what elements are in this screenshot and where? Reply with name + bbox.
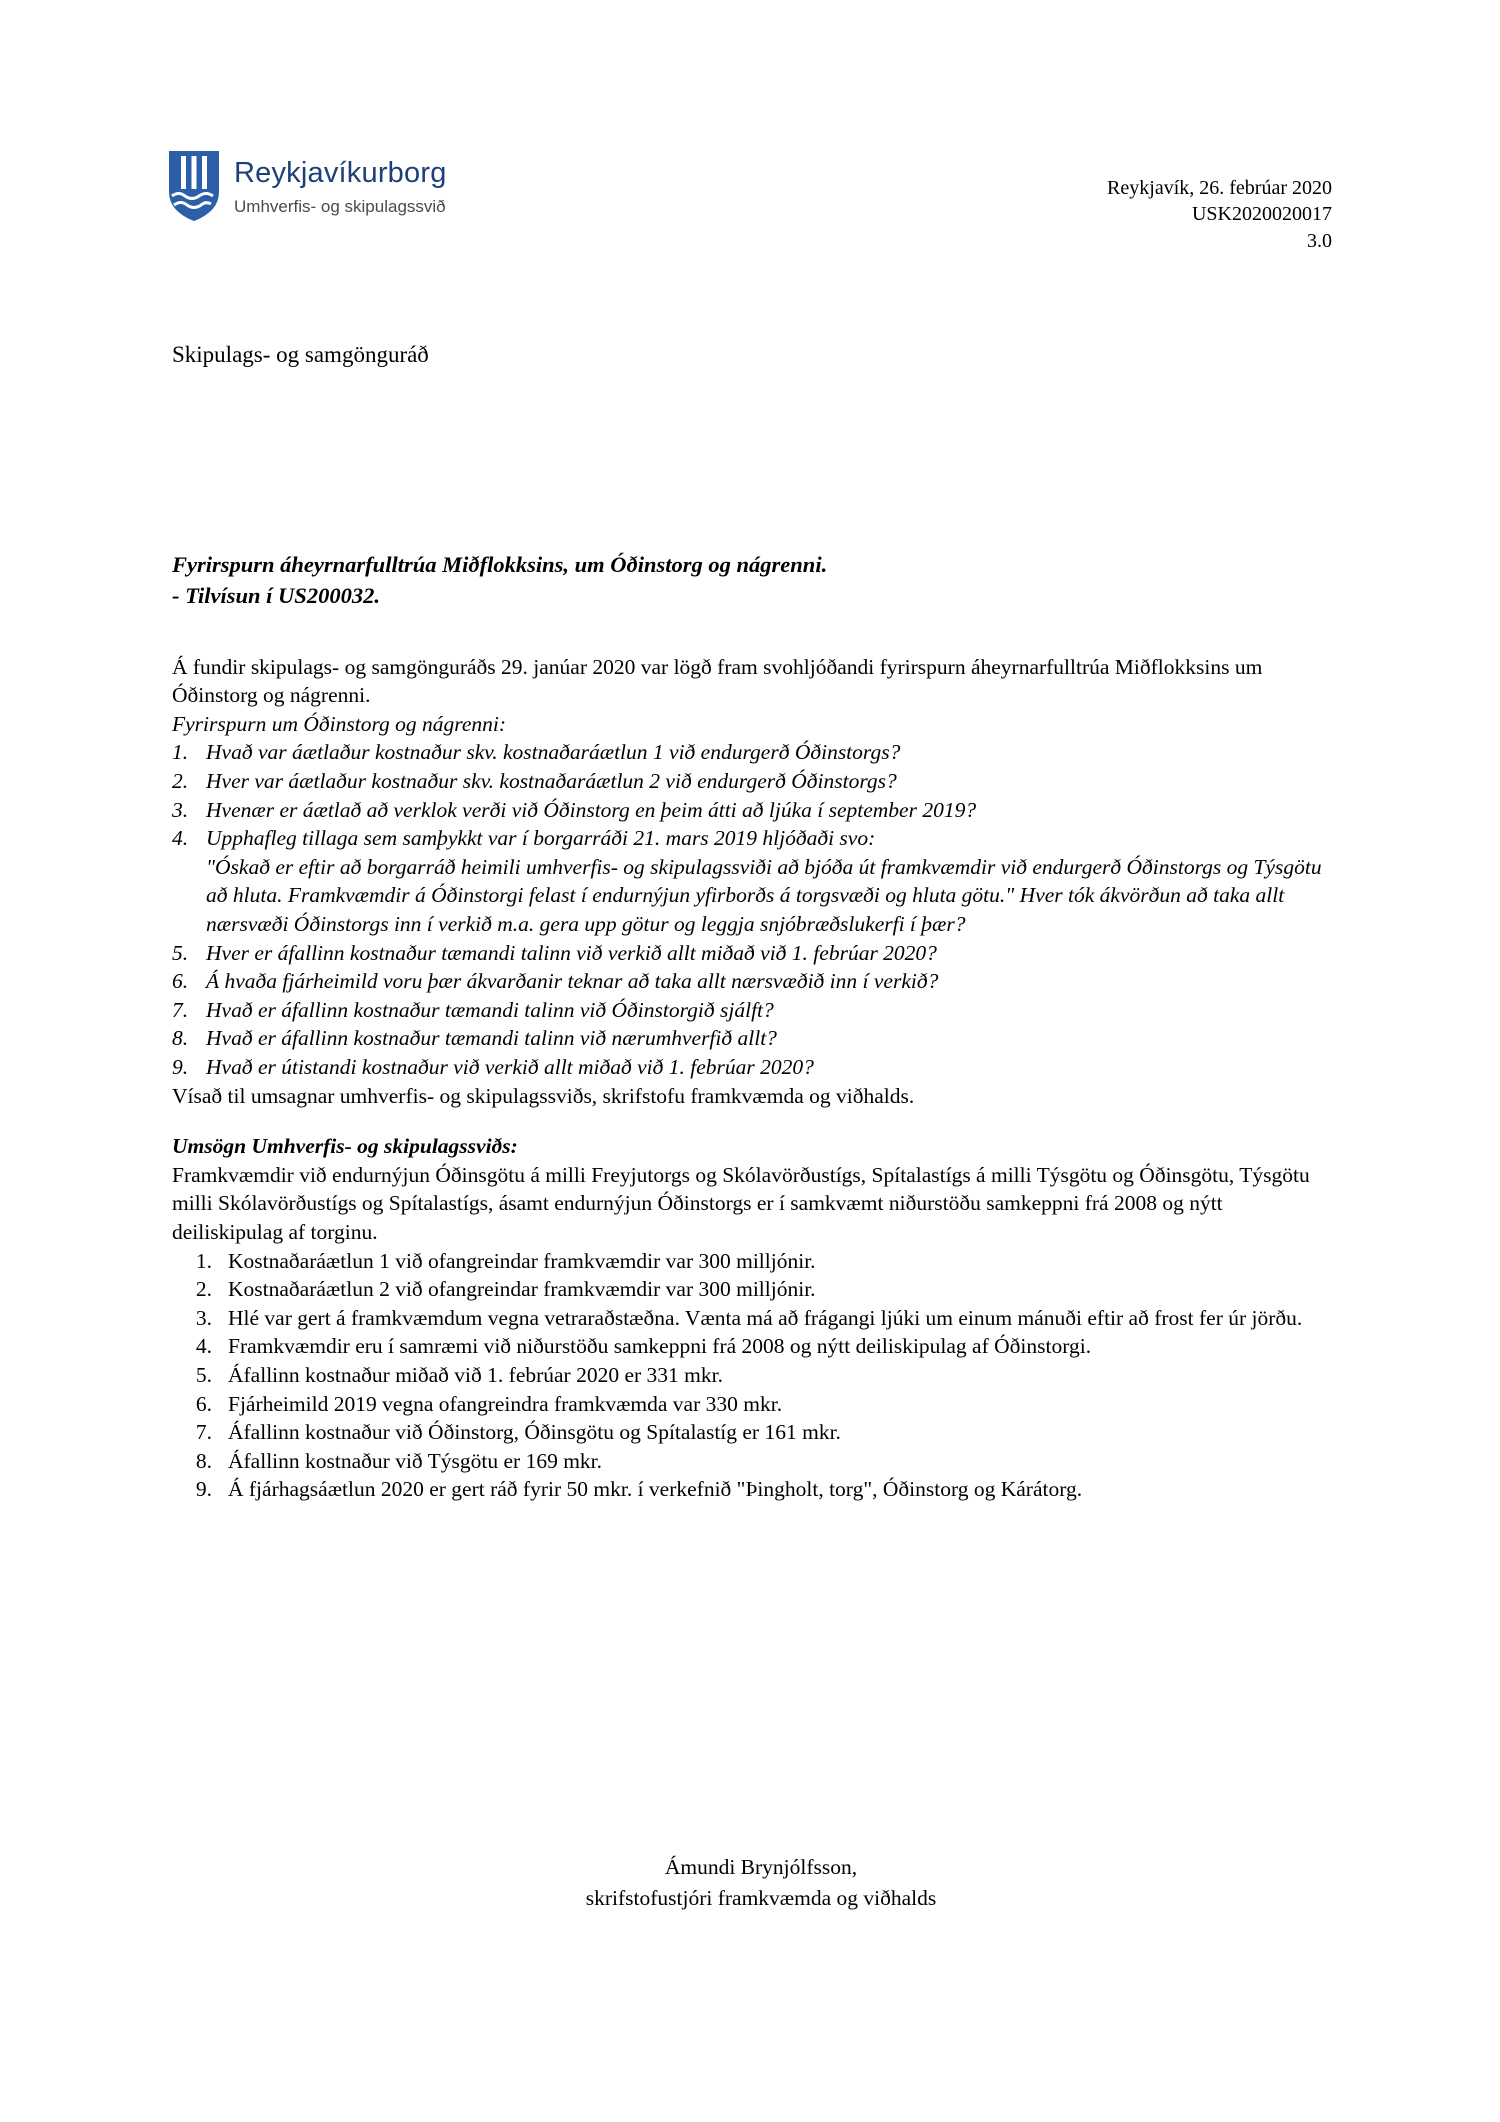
answer-number: 3. — [195, 1305, 212, 1330]
answer-number: 7. — [195, 1420, 212, 1445]
answer-item — [172, 1304, 1332, 1333]
answer-number: 4. — [195, 1334, 212, 1359]
question-item — [172, 1024, 1332, 1053]
question-text: Hvað var áætlaður kostnaður skv. kostnaðaráætlun 1 við endurgerð Óðinstorgs? — [206, 740, 901, 765]
answer-number: 6. — [195, 1391, 212, 1416]
question-text: Hvenær er áætlað að verklok verði við Óðinstorg en þeim átti að ljúka í september 2019? — [206, 797, 977, 822]
question-number: 1. — [172, 740, 189, 765]
document-header — [0, 150, 1500, 280]
title-line-1: Fyrirspurn áheyrnarfulltrúa Miðflokksins, um Óðinstorg og nágrenni. — [172, 551, 828, 577]
answer-text: Áfallinn kostnaður við Óðinstorg, Óðinsgötu og Spítalastíg er 161 mkr. — [228, 1420, 841, 1445]
answer-text: Fjárheimild 2019 vegna ofangreindra framkvæmda var 330 mkr. — [228, 1391, 783, 1416]
question-text: Hvað er áfallinn kostnaður tæmandi talinn við Óðinstorgið sjálft? — [206, 997, 774, 1022]
document-date: Reykjavík, 26. febrúar 2020 — [1107, 177, 1332, 199]
answer-text: Hlé var gert á framkvæmdum vegna vetraraðstæðna. Vænta má að frágangi ljúki um einum mánuði eftir að frost fer úr jörðu. — [228, 1305, 1303, 1330]
title-line-2: - Tilvísun í US200032. — [172, 582, 380, 608]
question-number: 4. — [172, 826, 189, 851]
question-item — [172, 824, 1332, 853]
document-title — [172, 549, 1332, 611]
answer-number: 2. — [195, 1277, 212, 1302]
response-intro: Framkvæmdir við endurnýjun Óðinsgötu á milli Freyjutorgs og Skólavörðustígs, Spítalastígs á milli Týsgötu og Óðinsgötu, Týsgötu milli Skólavörðustígs og Spítalastígs, ásamt endurnýjun Óðinstorgs er í samkvæmt niðurstöðu samkeppni frá 2008 og nýtt deiliskipulag af torginu. — [172, 1162, 1310, 1244]
answer-text: Á fjárhagsáætlun 2020 er gert ráð fyrir 50 mkr. í verkefnið "Þingholt, torg", Óðinstorg og Kárátorg. — [228, 1477, 1083, 1502]
answer-number: 1. — [195, 1248, 212, 1273]
signature-block — [0, 1852, 1500, 1913]
question-number: 7. — [172, 997, 189, 1022]
document-version: 3.0 — [1307, 229, 1332, 252]
answer-item — [172, 1275, 1332, 1304]
department-name: Umhverfis- og skipulagssvið — [234, 197, 446, 217]
answer-text: Kostnaðaráætlun 1 við ofangreindar framkvæmdir var 300 milljónir. — [228, 1248, 816, 1273]
question-quote-item — [172, 853, 1332, 939]
questions-list — [172, 738, 1332, 1081]
question-item — [172, 796, 1332, 825]
question-number: 9. — [172, 1054, 189, 1079]
recipient-line: Skipulags- og samgönguráð — [172, 342, 429, 367]
answers-list — [172, 1247, 1332, 1504]
question-text: Hvað er útistandi kostnaður við verkið allt miðað við 1. febrúar 2020? — [206, 1054, 814, 1079]
question-quote-text: "Óskað er eftir að borgarráð heimili umhverfis- og skipulagssviði að bjóða út framkvæmdir við endurgerð Óðinstorgs og Týsgötu að hluta. Framkvæmdir á Óðinstorgi felast í endurnýjun yfirborðs á torgsvæði og hluta götu." Hver tók ákvörðun að taka allt nærsvæði Óðinstorgs inn í verkið m.a. gera upp götur og leggja snjóbræðslukerfi í þær? — [206, 854, 1322, 937]
question-text: Hvað er áfallinn kostnaður tæmandi talinn við nærumhverfið allt? — [206, 1026, 777, 1051]
question-item — [172, 1053, 1332, 1082]
answer-text: Framkvæmdir eru í samræmi við niðurstöðu samkeppni frá 2008 og nýtt deiliskipulag af Óðinstorgi. — [228, 1334, 1092, 1359]
answer-item — [172, 1247, 1332, 1276]
question-text: Upphafleg tillaga sem samþykkt var í borgarráði 21. mars 2019 hljóðaði svo: — [206, 826, 876, 851]
question-number: 8. — [172, 1026, 189, 1051]
question-item — [172, 738, 1332, 767]
response-heading: Umsögn Umhverfis- og skipulagssviðs: — [172, 1134, 518, 1159]
question-number: 3. — [172, 797, 189, 822]
document-body — [172, 340, 1332, 1504]
signature-name: Ámundi Brynjólfsson, — [664, 1855, 858, 1879]
organization-name: Reykjavíkurborg — [234, 157, 447, 189]
answer-text: Áfallinn kostnaður við Týsgötu er 169 mkr. — [228, 1448, 603, 1473]
question-item — [172, 939, 1332, 968]
reykjavik-coat-of-arms-icon — [168, 150, 220, 222]
answer-item — [172, 1475, 1332, 1504]
organization-logo — [168, 150, 447, 222]
document-meta — [1107, 175, 1332, 254]
answer-text: Áfallinn kostnaður miðað við 1. febrúar 2020 er 331 mkr. — [228, 1362, 723, 1387]
answer-number: 5. — [195, 1362, 212, 1387]
question-item — [172, 996, 1332, 1025]
question-item — [172, 967, 1332, 996]
answer-item — [172, 1361, 1332, 1390]
questions-lead-in: Fyrirspurn um Óðinstorg og nágrenni: — [172, 711, 507, 736]
answer-item — [172, 1418, 1332, 1447]
question-number: 2. — [172, 769, 189, 794]
question-text: Hver er áfallinn kostnaður tæmandi talinn við verkið allt miðað við 1. febrúar 2020? — [206, 940, 937, 965]
signature-title: skrifstofustjóri framkvæmda og viðhalds — [585, 1885, 937, 1910]
answer-item — [172, 1332, 1332, 1361]
question-number: 6. — [172, 969, 189, 994]
answer-number: 9. — [195, 1477, 212, 1502]
answer-item — [172, 1447, 1332, 1476]
question-item — [172, 767, 1332, 796]
answer-item — [172, 1390, 1332, 1419]
question-text: Hver var áætlaður kostnaður skv. kostnaðaráætlun 2 við endurgerð Óðinstorgs? — [206, 769, 897, 794]
question-text: Á hvaða fjárheimild voru þær ákvarðanir teknar að taka allt nærsvæðið inn í verkið? — [206, 969, 939, 994]
answer-number: 8. — [195, 1448, 212, 1473]
question-number: 5. — [172, 940, 189, 965]
document-reference: USK2020020017 — [1191, 203, 1332, 226]
answer-text: Kostnaðaráætlun 2 við ofangreindar framkvæmdir var 300 milljónir. — [228, 1277, 816, 1302]
referral-line: Vísað til umsagnar umhverfis- og skipulagssviðs, skrifstofu framkvæmda og viðhalds. — [172, 1083, 915, 1108]
intro-paragraph: Á fundir skipulags- og samgönguráðs 29. janúar 2020 var lögð fram svohljóðandi fyrirspurn áheyrnarfulltrúa Miðflokksins um Óðinstorg og nágrenni. — [172, 654, 1263, 708]
